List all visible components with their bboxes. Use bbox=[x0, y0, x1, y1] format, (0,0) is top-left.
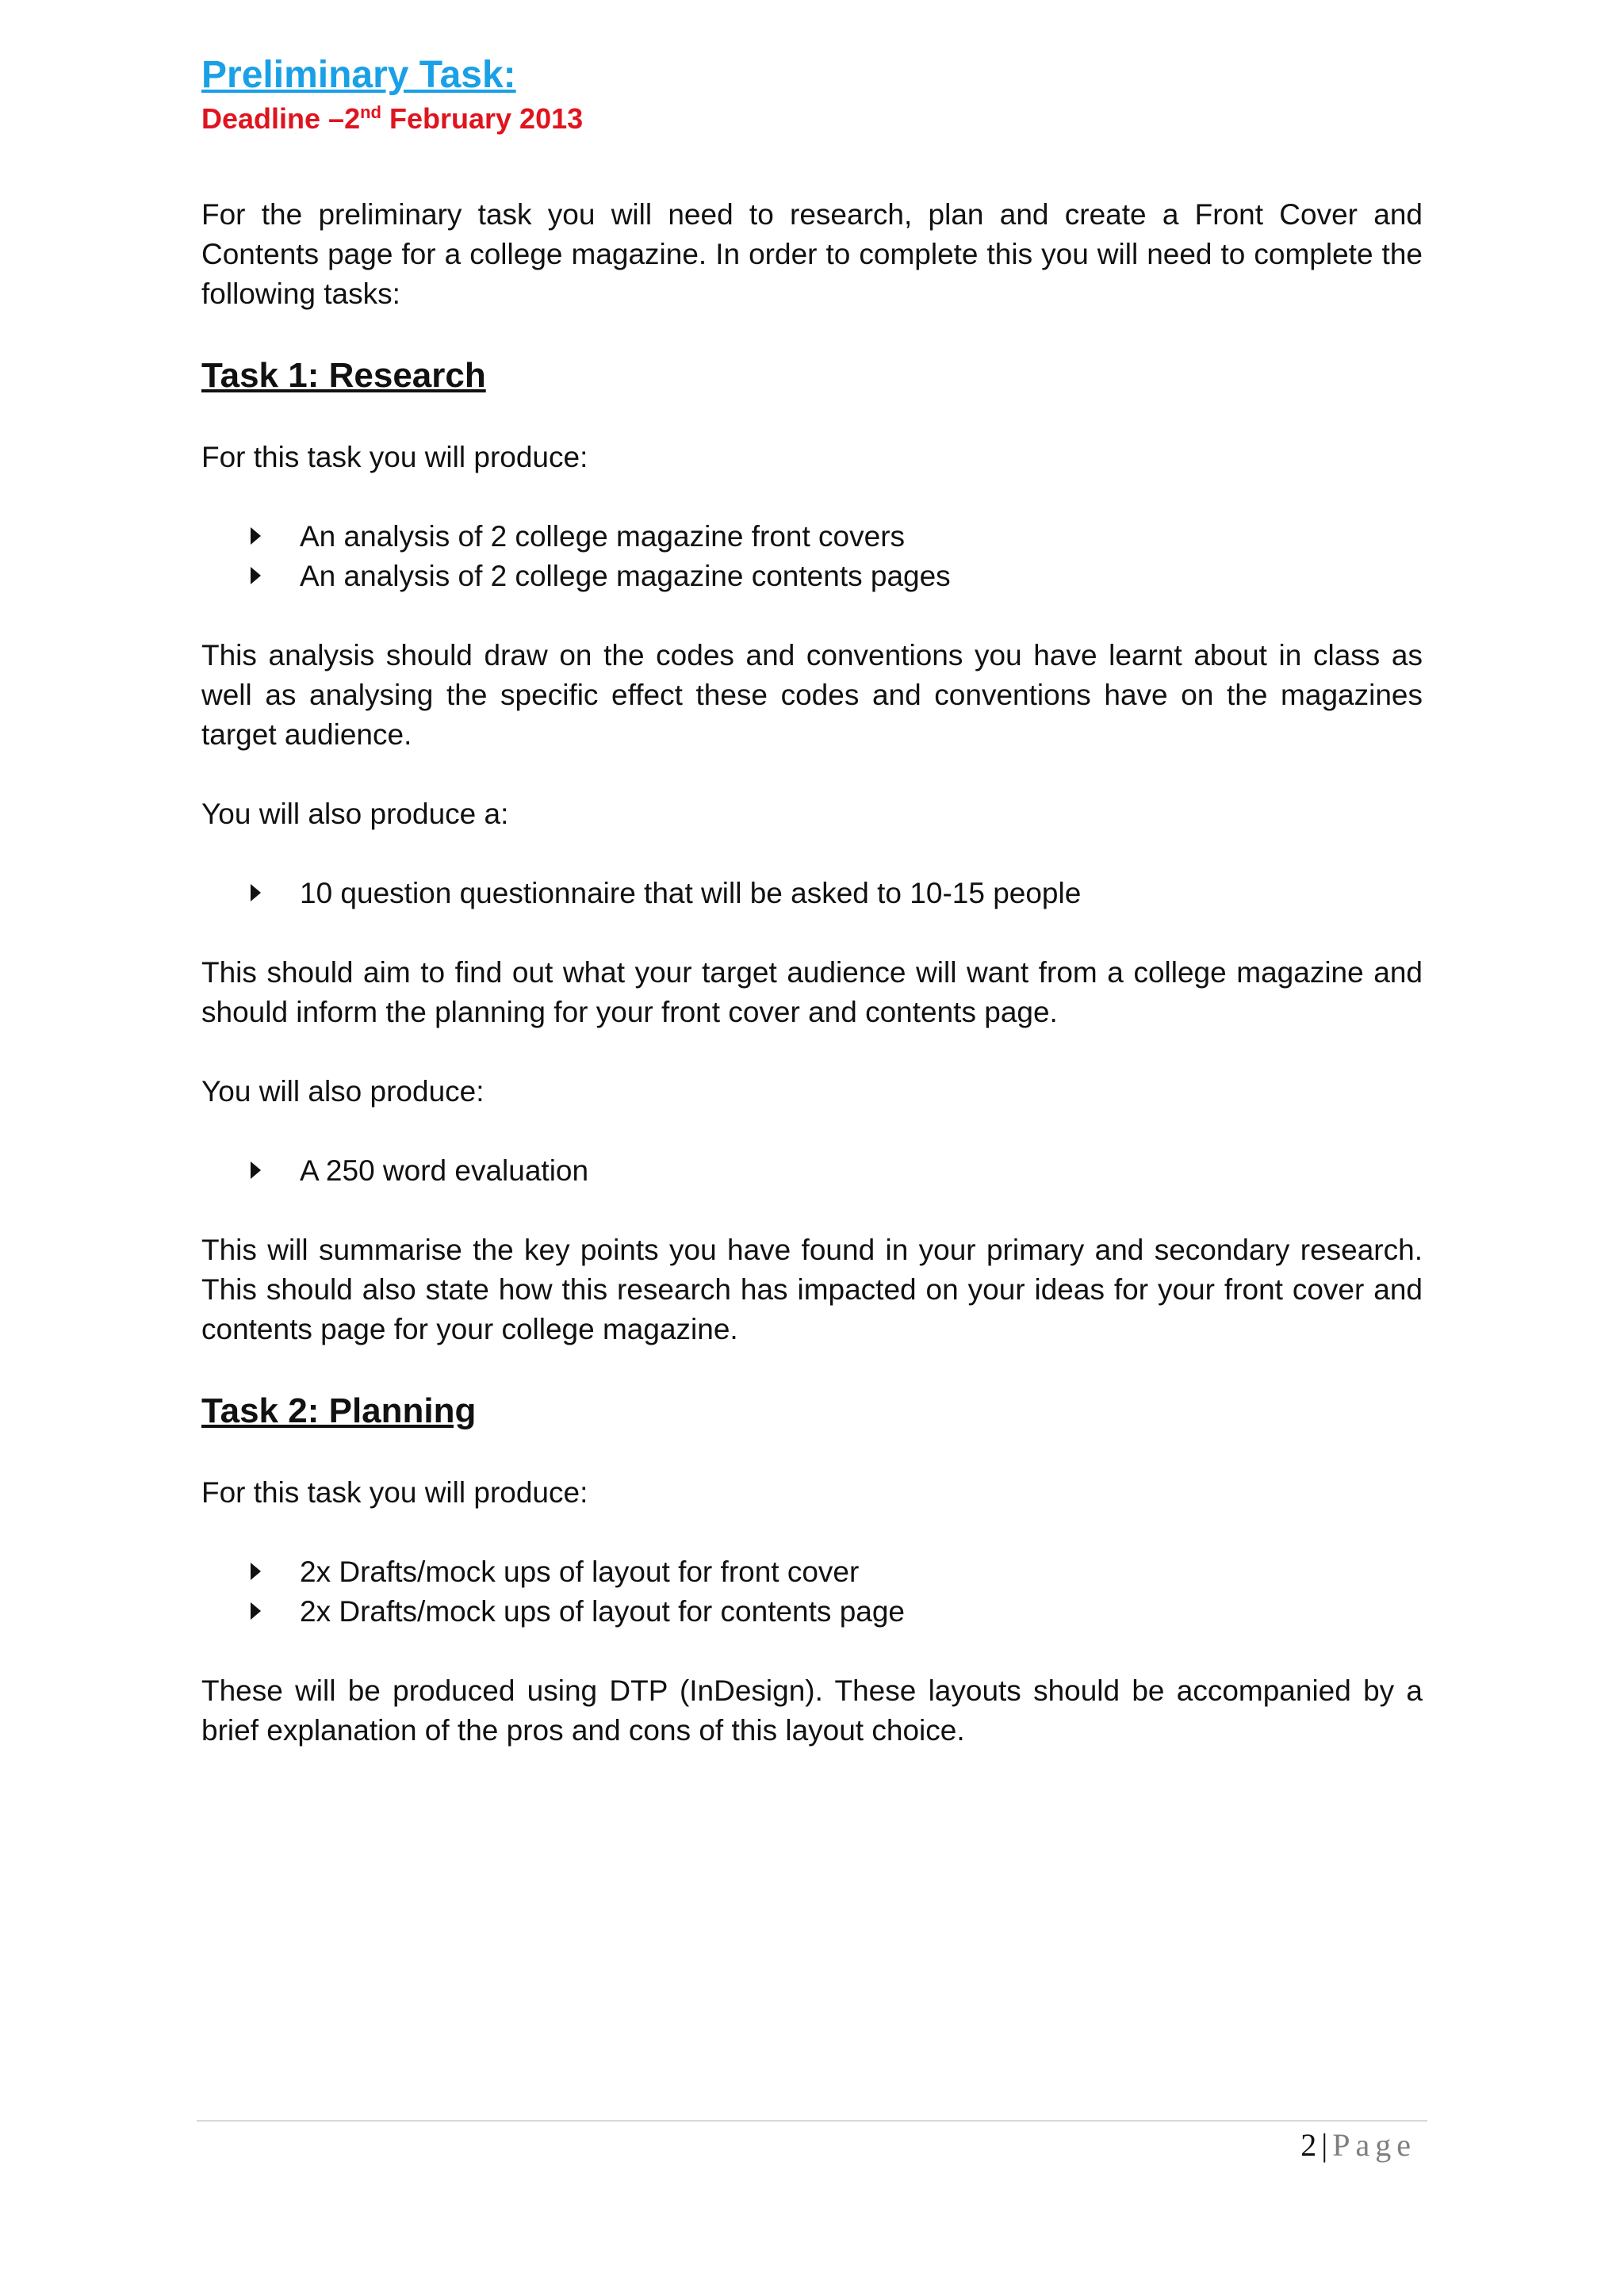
task1-analysis-paragraph: This analysis should draw on the codes and conventions you have learnt about in class as well as analysing the specific effect these codes and conventions have on the magazines target audience. bbox=[201, 639, 1423, 751]
triangle-right-icon bbox=[251, 1563, 261, 1580]
list-item bbox=[251, 874, 1423, 913]
task1-questionnaire-paragraph: This should aim to find out what your target audience will want from a college magazine and should inform the planning for your front cover and contents page. bbox=[201, 956, 1423, 1028]
task2-heading: Task 2: Planning bbox=[201, 1391, 477, 1430]
document-title: Preliminary Task: bbox=[201, 54, 516, 96]
triangle-right-icon bbox=[251, 884, 261, 901]
page-number: 2 bbox=[1300, 2127, 1317, 2163]
task1-evaluation-paragraph: This will summarise the key points you have found in your primary and secondary research. This should also state how this research has impacted on your ideas for your front cover and contents page for your college magazine. bbox=[201, 1234, 1423, 1345]
footer-divider bbox=[197, 2120, 1427, 2122]
list-item bbox=[251, 1151, 1423, 1191]
list-item-text: An analysis of 2 college magazine front covers bbox=[300, 520, 906, 553]
list-item-text: 2x Drafts/mock ups of layout for contents page bbox=[300, 1595, 905, 1628]
deadline-ordinal: nd bbox=[360, 102, 381, 122]
task2-bullet-list bbox=[201, 1552, 1423, 1632]
triangle-right-icon bbox=[251, 1161, 261, 1179]
page-footer bbox=[1300, 2123, 1416, 2168]
task1-also-produce: You will also produce: bbox=[201, 1075, 485, 1108]
list-item bbox=[251, 1592, 1423, 1632]
list-item-text: An analysis of 2 college magazine contents pages bbox=[300, 560, 951, 592]
list-item bbox=[251, 557, 1423, 596]
task1-heading: Task 1: Research bbox=[201, 356, 486, 395]
list-item bbox=[251, 1552, 1423, 1592]
deadline-line bbox=[201, 100, 1423, 138]
footer-separator: | bbox=[1321, 2127, 1328, 2163]
triangle-right-icon bbox=[251, 527, 261, 545]
task1-also-produce-a: You will also produce a: bbox=[201, 798, 509, 830]
deadline-prefix: Deadline –2 bbox=[201, 102, 361, 135]
task2-dtp-paragraph: These will be produced using DTP (InDesign). These layouts should be accompanied by a brief explanation of the pros and cons of this layout choice. bbox=[201, 1674, 1423, 1747]
list-item bbox=[251, 517, 1423, 557]
document-body bbox=[201, 51, 1423, 1790]
triangle-right-icon bbox=[251, 567, 261, 584]
list-item-text: 2x Drafts/mock ups of layout for front cover bbox=[300, 1556, 860, 1588]
list-item-text: 10 question questionnaire that will be asked to 10-15 people bbox=[300, 877, 1082, 909]
task1-bullet-list-2 bbox=[201, 874, 1423, 913]
task2-intro: For this task you will produce: bbox=[201, 1476, 588, 1509]
triangle-right-icon bbox=[251, 1602, 261, 1620]
intro-paragraph: For the preliminary task you will need to research, plan and create a Front Cover and Contents page for a college magazine. In order to complete this you will need to complete the following tasks: bbox=[201, 198, 1423, 310]
list-item-text: A 250 word evaluation bbox=[300, 1154, 589, 1187]
task1-bullet-list-1 bbox=[201, 517, 1423, 596]
deadline-date: February 2013 bbox=[381, 102, 584, 135]
task1-intro: For this task you will produce: bbox=[201, 441, 588, 473]
page-label: Page bbox=[1332, 2127, 1416, 2163]
task1-bullet-list-3 bbox=[201, 1151, 1423, 1191]
